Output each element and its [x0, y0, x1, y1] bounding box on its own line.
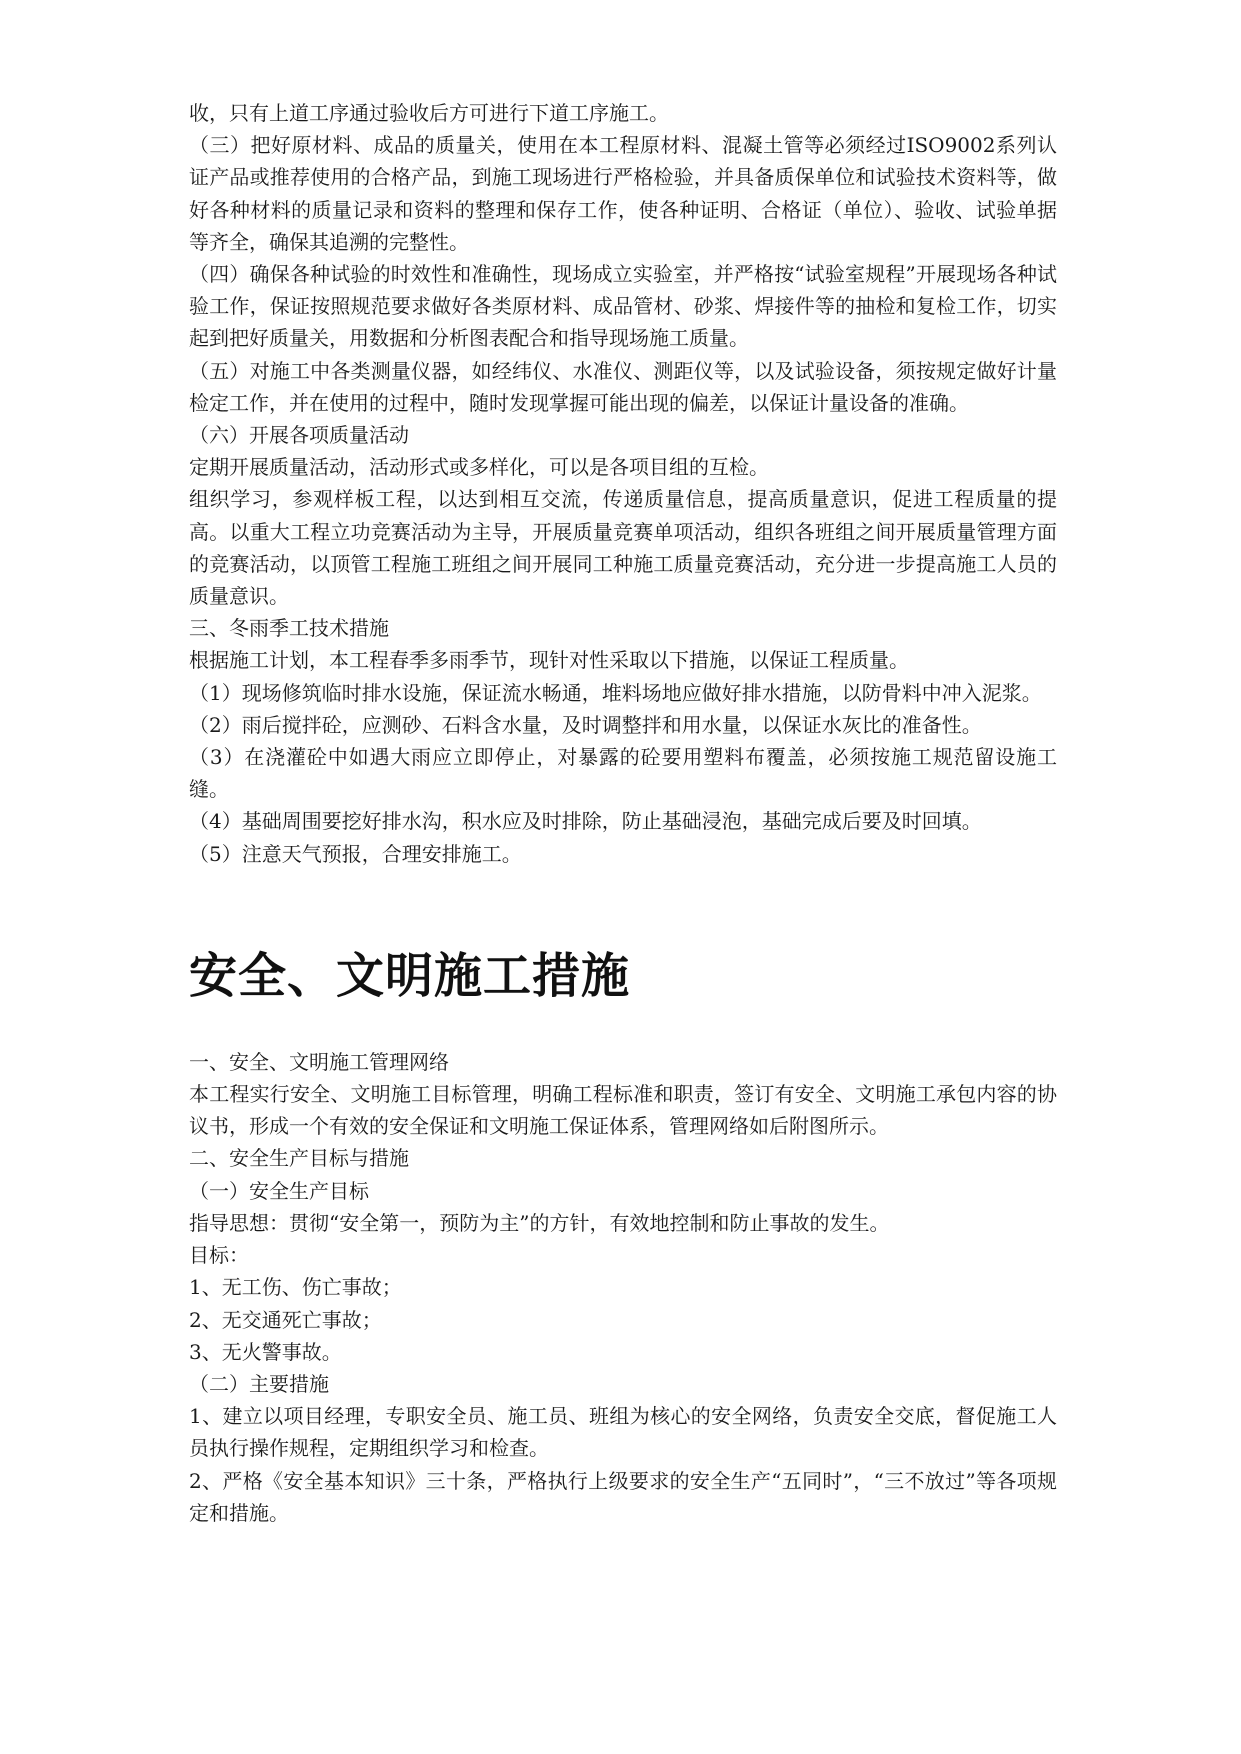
paragraph-target-management: 本工程实行安全、文明施工目标管理，明确工程标准和职责，签订有安全、文明施工承包内容的协议书，形成一个有效的安全保证和文明施工保证体系，管理网络如后附图所示。: [189, 1082, 1057, 1139]
subheading-main-measures: （二）主要措施: [189, 1371, 329, 1396]
list-item-no-traffic-death: 2、无交通死亡事故；: [189, 1307, 382, 1332]
paragraph-regular-activities: 定期开展质量活动，活动形式或多样化，可以是各项目组的互检。: [189, 455, 769, 480]
list-item-weather: （5）注意天气预报，合理安排施工。: [189, 841, 522, 866]
paragraph-testing-accuracy: （四）确保各种试验的时效性和准确性，现场成立实验室，并严格按“试验室规程”开展现场各种试验工作，保证按照规范要求做好各类原材料、成品管材、砂浆、焊接件等的抽检和复检工作，切实起到把好质量关，用数据和分析图表配合和指导现场施工质量。: [189, 262, 1057, 351]
subheading-safety-target: （一）安全生产目标: [189, 1178, 369, 1203]
document-content: [189, 97, 1057, 1529]
list-item-foundation: （4）基础周围要挖好排水沟，积水应及时排除，防止基础浸泡，基础完成后要及时回填。: [189, 809, 982, 834]
list-item-no-fire: 3、无火警事故。: [189, 1339, 342, 1364]
list-item-pouring: （3）在浇灌砼中如遇大雨应立即停止，对暴露的砼要用塑料布覆盖，必须按施工规范留设施工缝。: [189, 745, 1057, 802]
subheading-quality-activities: （六）开展各项质量活动: [189, 423, 409, 448]
label-goals: 目标：: [189, 1243, 249, 1268]
subheading-safety-goals: 二、安全生产目标与措施: [189, 1146, 409, 1171]
paragraph-measuring-instruments: （五）对施工中各类测量仪器，如经纬仪、水准仪、测距仪等，以及试验设备，须按规定做好计量检定工作，并在使用的过程中，随时发现掌握可能出现的偏差，以保证计量设备的准确。: [189, 358, 1057, 415]
list-item-safety-network: 1、建立以项目经理，专职安全员、施工员、班组为核心的安全网络，负责安全交底，督促施工人员执行操作规程，定期组织学习和检查。: [189, 1404, 1057, 1461]
paragraph-material-quality: （三）把好原材料、成品的质量关，使用在本工程原材料、混凝土管等必须经过ISO9002系列认证产品或推荐使用的合格产品，到施工现场进行严格检验，并具备质保单位和试验技术资料等，做好各种材料的质量记录和资料的整理和保存工作，使各种证明、合格证（单位）、验收、试验单据等齐全，确保其追溯的完整性。: [189, 133, 1057, 254]
subheading-rainy-season: 三、冬雨季工技术措施: [189, 616, 389, 641]
list-item-no-injury: 1、无工伤、伤亡事故；: [189, 1275, 402, 1300]
list-item-safety-rules: 2、严格《安全基本知识》三十条，严格执行上级要求的安全生产“五同时”，“三不放过”等各项规定和措施。: [189, 1468, 1057, 1525]
list-item-drainage: （1）现场修筑临时排水设施，保证流水畅通，堆料场地应做好排水措施，以防骨料中冲入泥浆。: [189, 680, 1042, 705]
subheading-management-network: 一、安全、文明施工管理网络: [189, 1049, 449, 1074]
section-title: 安全、文明施工措施: [189, 947, 631, 1004]
paragraph-guiding-idea: 指导思想：贯彻“安全第一，预防为主”的方针，有效地控制和防止事故的发生。: [189, 1210, 890, 1235]
list-item-mixing: （2）雨后搅拌砼，应测砂、石料含水量，及时调整拌和用水量，以保证水灰比的准备性。: [189, 712, 982, 737]
paragraph-rainy-intro: 根据施工计划，本工程春季多雨季节，现针对性采取以下措施，以保证工程质量。: [189, 648, 909, 673]
paragraph-acceptance-sequence: 收，只有上道工序通过验收后方可进行下道工序施工。: [189, 101, 669, 125]
paragraph-organize-study: 组织学习，参观样板工程，以达到相互交流，传递质量信息，提高质量意识，促进工程质量的提高。以重大工程立功竞赛活动为主导，开展质量竞赛单项活动，组织各班组之间开展质量管理方面的竞赛活动，以顶管工程施工班组之间开展同工种施工质量竞赛活动，充分进一步提高施工人员的质量意识。: [189, 487, 1057, 609]
